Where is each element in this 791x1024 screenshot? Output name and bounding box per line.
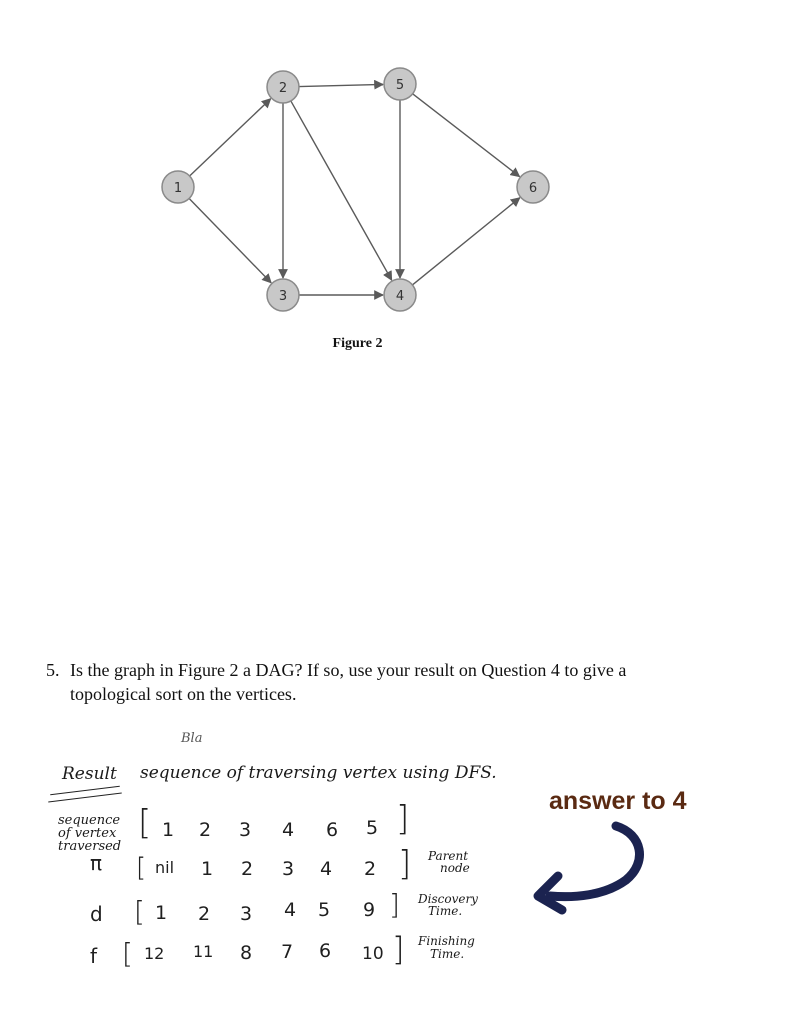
row-0-close-bracket: ] <box>396 799 410 839</box>
row-2-note-line-2: Time. <box>428 904 463 918</box>
row-3-value: 11 <box>193 942 214 961</box>
scribble-text: Bla <box>181 731 203 746</box>
row-0-value: 4 <box>282 819 295 841</box>
row-2-value: 1 <box>155 902 168 924</box>
node-label-5: 5 <box>395 78 405 93</box>
row-3-value: 10 <box>362 944 384 964</box>
row-2-note-line-1: Discovery <box>418 892 478 906</box>
row-2-value: 4 <box>284 899 297 921</box>
node-label-1: 1 <box>173 181 183 196</box>
row-3-close-bracket: ] <box>392 930 405 968</box>
row-2-value: 5 <box>318 899 331 921</box>
graph-nodes <box>162 68 549 311</box>
row-1-value: nil <box>155 858 175 877</box>
row-1-close-bracket: ] <box>398 844 412 884</box>
row-2-value: 2 <box>198 903 211 925</box>
figure-caption: Figure 2 <box>332 336 383 351</box>
row-0-open-bracket: [ <box>138 803 152 843</box>
question-line-2: topological sort on the vertices. <box>70 684 297 704</box>
row-3-note <box>418 935 475 961</box>
dag-figure <box>150 50 570 330</box>
sequence-label <box>58 814 121 853</box>
curved-arrow-icon <box>530 818 660 918</box>
answer-note: answer to 4 <box>549 787 687 815</box>
row-1-note-line-1: Parent <box>428 849 469 863</box>
row-3-value: 6 <box>319 940 332 962</box>
row-0-value: 3 <box>239 819 252 841</box>
row-3-note-line-1: Finishing <box>418 934 475 948</box>
row-3-value: 7 <box>281 941 294 963</box>
row-3-open-bracket: [ <box>122 937 133 970</box>
row-0-value: 2 <box>199 819 212 841</box>
row-1-note <box>428 850 470 874</box>
row-1-value: 1 <box>201 858 214 880</box>
edge-2-5 <box>299 84 383 86</box>
node-label-2: 2 <box>278 81 288 96</box>
row-2-open-bracket: [ <box>134 895 145 928</box>
work-heading: sequence of traversing vertex using DFS. <box>140 763 497 783</box>
row-0-value: 5 <box>366 817 379 839</box>
row-3-value: 8 <box>240 942 253 964</box>
row-2-close-bracket: ] <box>389 888 400 921</box>
edge-1-3 <box>189 198 271 282</box>
row-1-value: 2 <box>364 858 377 880</box>
row-2-note <box>418 893 478 917</box>
node-label-6: 6 <box>528 181 538 196</box>
row-2-value: 3 <box>240 903 253 925</box>
row-1-open-bracket: [ <box>136 853 147 883</box>
row-2-label: d <box>90 902 103 926</box>
question-line-1: Is the graph in Figure 2 a DAG? If so, use your result on Question 4 to give a <box>70 660 627 680</box>
row-1-note-line-2: node <box>440 861 470 875</box>
row-3-note-line-2: Time. <box>430 947 465 961</box>
row-1-value: 2 <box>241 858 254 880</box>
row-2-value: 9 <box>363 899 376 921</box>
node-label-3: 3 <box>278 289 288 304</box>
question-number: 5. <box>46 660 60 680</box>
row-1-value: 4 <box>320 858 333 880</box>
question-text <box>70 658 626 706</box>
graph-edges <box>189 84 520 295</box>
sequence-label-line-3: traversed <box>58 839 122 854</box>
row-3-label: f <box>90 944 98 968</box>
row-0-value: 6 <box>326 819 339 841</box>
node-label-4: 4 <box>395 289 405 304</box>
sequence-label-line-1: sequence <box>58 813 121 828</box>
row-0-value: 1 <box>162 819 175 841</box>
edge-5-6 <box>413 94 520 177</box>
edge-1-2 <box>190 99 271 176</box>
edge-2-4 <box>291 101 392 280</box>
sequence-label-line-2: of vertex <box>58 826 117 841</box>
result-label: Result <box>62 764 117 784</box>
row-1-label: π <box>90 851 103 875</box>
row-3-value: 12 <box>144 944 165 963</box>
row-1-value: 3 <box>282 858 295 880</box>
edge-4-6 <box>412 198 519 285</box>
